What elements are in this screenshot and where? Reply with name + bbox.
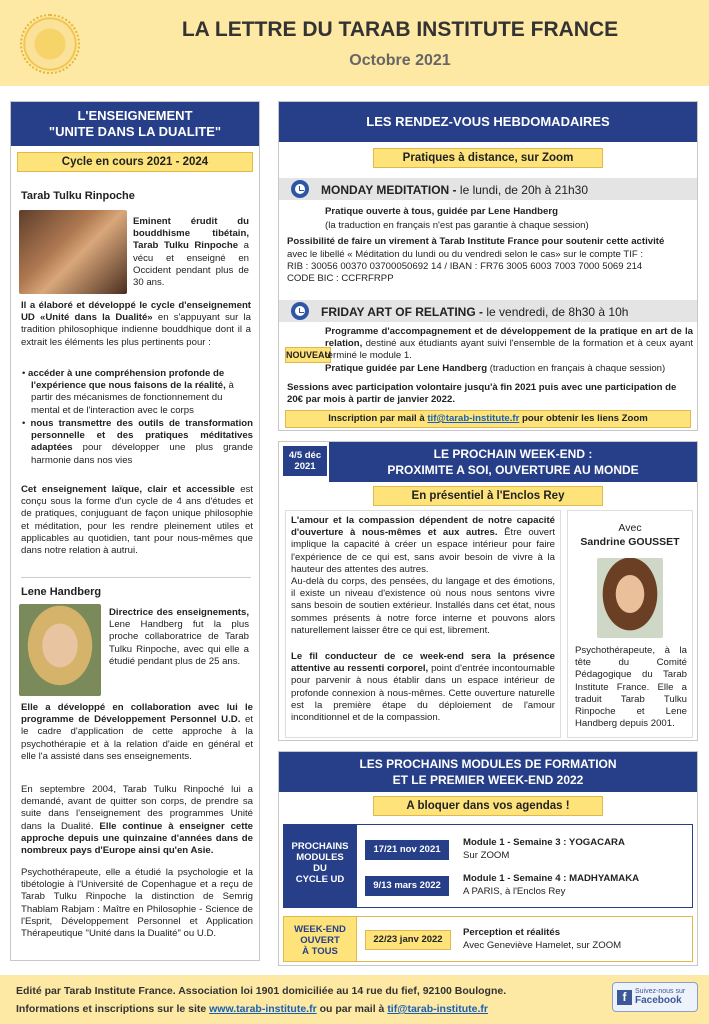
modules-panel <box>278 751 698 966</box>
teaching-paragraph-2: Cet enseignement laïque, clair et accessible est conçu sous la forme d'un cycle de 4 ans d'études et de pratiques, conjuguant de façon unique philosophie et méditation, pour les rendre pleinement utiles et applicables au quotidien, tant pour nous-mêmes que dans notre relation à autrui. <box>21 484 253 557</box>
weekly-meetings-panel <box>278 101 698 431</box>
weekend-date-line2: 2021 <box>294 461 316 472</box>
cycle-label-line: MODULES <box>296 852 344 863</box>
weekly-meetings-title: LES RENDEZ-VOUS HEBDOMADAIRES <box>279 102 697 142</box>
guest-photo <box>597 558 663 638</box>
open-weekend-label <box>283 916 357 962</box>
weekend-title-line2: PROXIMITE A SOI, OUVERTURE AU MONDE <box>387 463 639 477</box>
modules-title-line1: LES PROCHAINS MODULES DE FORMATION <box>359 757 617 771</box>
footer-contact: Informations et inscriptions sur le site www.tarab-institute.fr ou par mail à tif@tarab-institute.fr <box>16 1003 488 1015</box>
lene-paragraph-2: En septembre 2004, Tarab Tulku Rinpoché lui a demandé, avant de quitter son corps, de prendre sa suite dans l'enseignement des programmes Unité dans la Dualité. Elle continue à enseigner cette approche depuis une quinzaine d'années dans de nombreux pays d'Europe ainsi qu'en Asie. <box>21 784 253 857</box>
teaching-paragraph-1: Il a élaboré et développé le cycle d'enseignement UD «Unité dans la Dualité» en s'appuyant sur la tradition philosophique indienne bouddhique dont il a extrait les éléments les plus pertinents pour : <box>21 300 251 348</box>
guest-with: Avec <box>618 522 642 534</box>
footer-publisher: Edité par Tarab Institute France. Association loi 1901 domiciliée au 14 rue du fief, 92100 Boulogne. <box>16 985 507 997</box>
lene-paragraph-1: Elle a développé en collaboration avec lui le programme de Développement Personnel U.D. et le cadre d'application de cette approche à la psychothérapie et à la relation d'aide en général et elle l'a assisté dans ses enseignements. <box>21 702 253 762</box>
contact-email-link[interactable]: tif@tarab-institute.fr <box>387 1003 488 1015</box>
donation-bic: CODE BIC : CCFRFRPP <box>287 273 394 284</box>
rinpoche-name: Tarab Tulku Rinpoche <box>21 190 135 202</box>
weekend-title-line1: LE PROCHAIN WEEK-END : <box>433 447 593 461</box>
guest-bio: Psychothérapeute, à la tête du Comité Pédagogique du Tarab Institute France. Elle a traduit Tarab Tulku Rinpoche et Lene Handberg depuis 2001. <box>575 645 687 730</box>
new-badge: NOUVEAU <box>285 347 331 363</box>
registration-email-link[interactable]: tif@tarab-institute.fr <box>427 413 520 424</box>
monday-line2: (la traduction en français n'est pas garantie à chaque session) <box>325 220 589 231</box>
friday-guided: Pratique guidée par Lene Handberg (traduction en français à chaque session) <box>325 363 666 374</box>
facebook-label: Suivez-nous sur Facebook <box>635 988 686 1006</box>
teaching-bullet-2: • nous transmettre des outils de transformation personnelle et des pratiques méditatives adaptées pour développer une plus grande harmonie dans nos vies <box>22 418 253 466</box>
weekend-title <box>329 442 697 482</box>
tarab-logo-icon <box>14 8 86 80</box>
modules-title <box>279 752 697 792</box>
module-place: A PARIS, à l'Enclos Rey <box>463 886 566 897</box>
website-link[interactable]: www.tarab-institute.fr <box>209 1003 317 1015</box>
header <box>0 0 709 86</box>
module-place: Avec Geneviève Hamelet, sur ZOOM <box>463 940 622 951</box>
divider <box>21 577 251 578</box>
lene-name: Lene Handberg <box>21 586 102 598</box>
lene-intro: Directrice des enseignements, Lene Handberg fut la plus proche collaboratrice de Tarab Tulku Rinpoche, avec qui elle a étudié pendant plus de 25 ans. <box>109 607 249 667</box>
modules-subtitle: A bloquer dans vos agendas ! <box>373 796 603 816</box>
monday-line1: Pratique ouverte à tous, guidée par Lene Handberg <box>325 206 558 217</box>
teaching-title <box>11 102 259 146</box>
lene-paragraph-3: Psychothérapeute, elle a étudié la psychologie et la tibétologie à l'Université de Copenhague et a reçu de Tarab Tulku Rinpoche la distinction de Semrig Thablam Rabjam : Maître en Philosophie - Science de l'Esprit, Développement Personnel et Application Thérapeutique "Unité dans la Dualité" ou U.D. <box>21 867 253 940</box>
clock-icon <box>291 302 309 320</box>
weekend-label-line: À TOUS <box>302 946 338 957</box>
cycle-modules-label <box>283 824 357 908</box>
donation-title: Possibilité de faire un virement à Tarab Institute France pour soutenir cette activité <box>287 236 665 247</box>
weekend-paragraph-1: L'amour et la compassion dépendent de notre capacité d'ouverture à nous-mêmes et aux autres. Être ouvert implique la capacité à créer un espace intérieur pour faire l'expérience de ce qui est, sans avoir besoin de vivre à la hauteur des attentes des autres. <box>291 515 555 575</box>
page-title: LA LETTRE DU TARAB INSTITUTE FRANCE <box>181 18 619 41</box>
cycle-label-line: PROCHAINS <box>291 841 349 852</box>
rinpoche-intro: Eminent érudit du bouddhisme tibétain, Tarab Tulku Rinpoche a vécu et enseigné en Occident pendant plus de 30 ans. <box>133 216 249 289</box>
module-date: 17/21 nov 2021 <box>365 840 449 860</box>
teaching-title-line1: L'ENSEIGNEMENT <box>77 108 193 123</box>
weekly-meetings-subtitle: Pratiques à distance, sur Zoom <box>373 148 603 168</box>
weekend-panel <box>278 441 698 741</box>
weekend-date-badge <box>283 446 327 476</box>
teaching-panel <box>10 101 260 961</box>
cycle-label-line: CYCLE UD <box>295 874 345 885</box>
footer <box>0 975 709 1024</box>
lene-photo <box>19 604 101 696</box>
cycle-label-line: DU <box>313 863 327 874</box>
weekend-label-line: WEEK-END <box>294 924 346 935</box>
sessions-note: Sessions avec participation volontaire jusqu'à fin 2021 puis avec une participation de 20€ par mois à partir de janvier 2022. <box>287 382 677 406</box>
weekend-date-line1: 4/5 déc <box>288 450 322 461</box>
friday-description: Programme d'accompagnement et de développement de la pratique en art de la relation, destiné aux étudiants ayant suivi l'ensemble de la formation et à ceux ayant terminé le module 1. <box>325 326 694 362</box>
donation-rib: RIB : 30056 00370 03700050692 14 / IBAN : FR76 3005 6003 7003 7000 5069 214 <box>287 261 643 272</box>
rinpoche-photo <box>19 210 127 294</box>
page-subtitle: Octobre 2021 <box>349 52 451 69</box>
module-date: 9/13 mars 2022 <box>365 876 449 896</box>
cycle-badge: Cycle en cours 2021 - 2024 <box>17 152 253 172</box>
modules-title-line2: ET LE PREMIER WEEK-END 2022 <box>392 773 584 787</box>
friday-title: FRIDAY ART OF RELATING - le vendredi, de 8h30 à 10h <box>321 305 629 319</box>
module-title: Module 1 - Semaine 3 : YOGACARA <box>463 837 625 848</box>
clock-icon <box>291 180 309 198</box>
donation-line1: avec le libellé « Méditation du lundi ou du vendredi selon le cas» sur le compte TIF : <box>287 249 644 260</box>
monday-title: MONDAY MEDITATION - le lundi, de 20h à 21h30 <box>321 183 589 197</box>
module-title: Perception et réalités <box>463 927 561 938</box>
weekend-paragraph-3: Le fil conducteur de ce week-end sera la présence attentive au ressenti corporel, point d'entrée incontournable pour parvenir à nous établir dans un espace intérieur de profonde connexion à nous-mêmes. Cette ouverture naturelle est la première étape du déploiement de l'amour inconditionnel et de la compassion. <box>291 651 555 724</box>
teaching-bullet-1: • accéder à une compréhension profonde de l'expérience que nous faisons de la réalité, à partir des mécanismes de fonctionnement du mental et de l'interaction avec le corps <box>22 368 234 416</box>
module-date: 22/23 janv 2022 <box>365 930 451 950</box>
teaching-title-line2: "UNITE DANS LA DUALITE" <box>48 124 222 139</box>
facebook-icon: f <box>617 990 632 1005</box>
module-title: Module 1 - Semaine 4 : MADHYAMAKA <box>463 873 640 884</box>
weekend-subtitle: En présentiel à l'Enclos Rey <box>373 486 603 506</box>
module-place: Sur ZOOM <box>463 850 510 861</box>
guest-name: Sandrine GOUSSET <box>580 536 680 548</box>
facebook-button[interactable] <box>612 982 698 1012</box>
weekend-label-line: OUVERT <box>300 935 340 946</box>
zoom-registration: Inscription par mail à tif@tarab-institute.fr pour obtenir les liens Zoom <box>285 410 691 428</box>
weekend-paragraph-2: Au-delà du corps, des pensées, du langage et des émotions, il existe un niveau d'existence où nous nous sentons vivre sans besoin de soutien extérieur. Installés dans cet état, nous sommes présents à notre force interne et pouvons alors naturellement laisser être ce qui est, librement. <box>291 576 555 636</box>
